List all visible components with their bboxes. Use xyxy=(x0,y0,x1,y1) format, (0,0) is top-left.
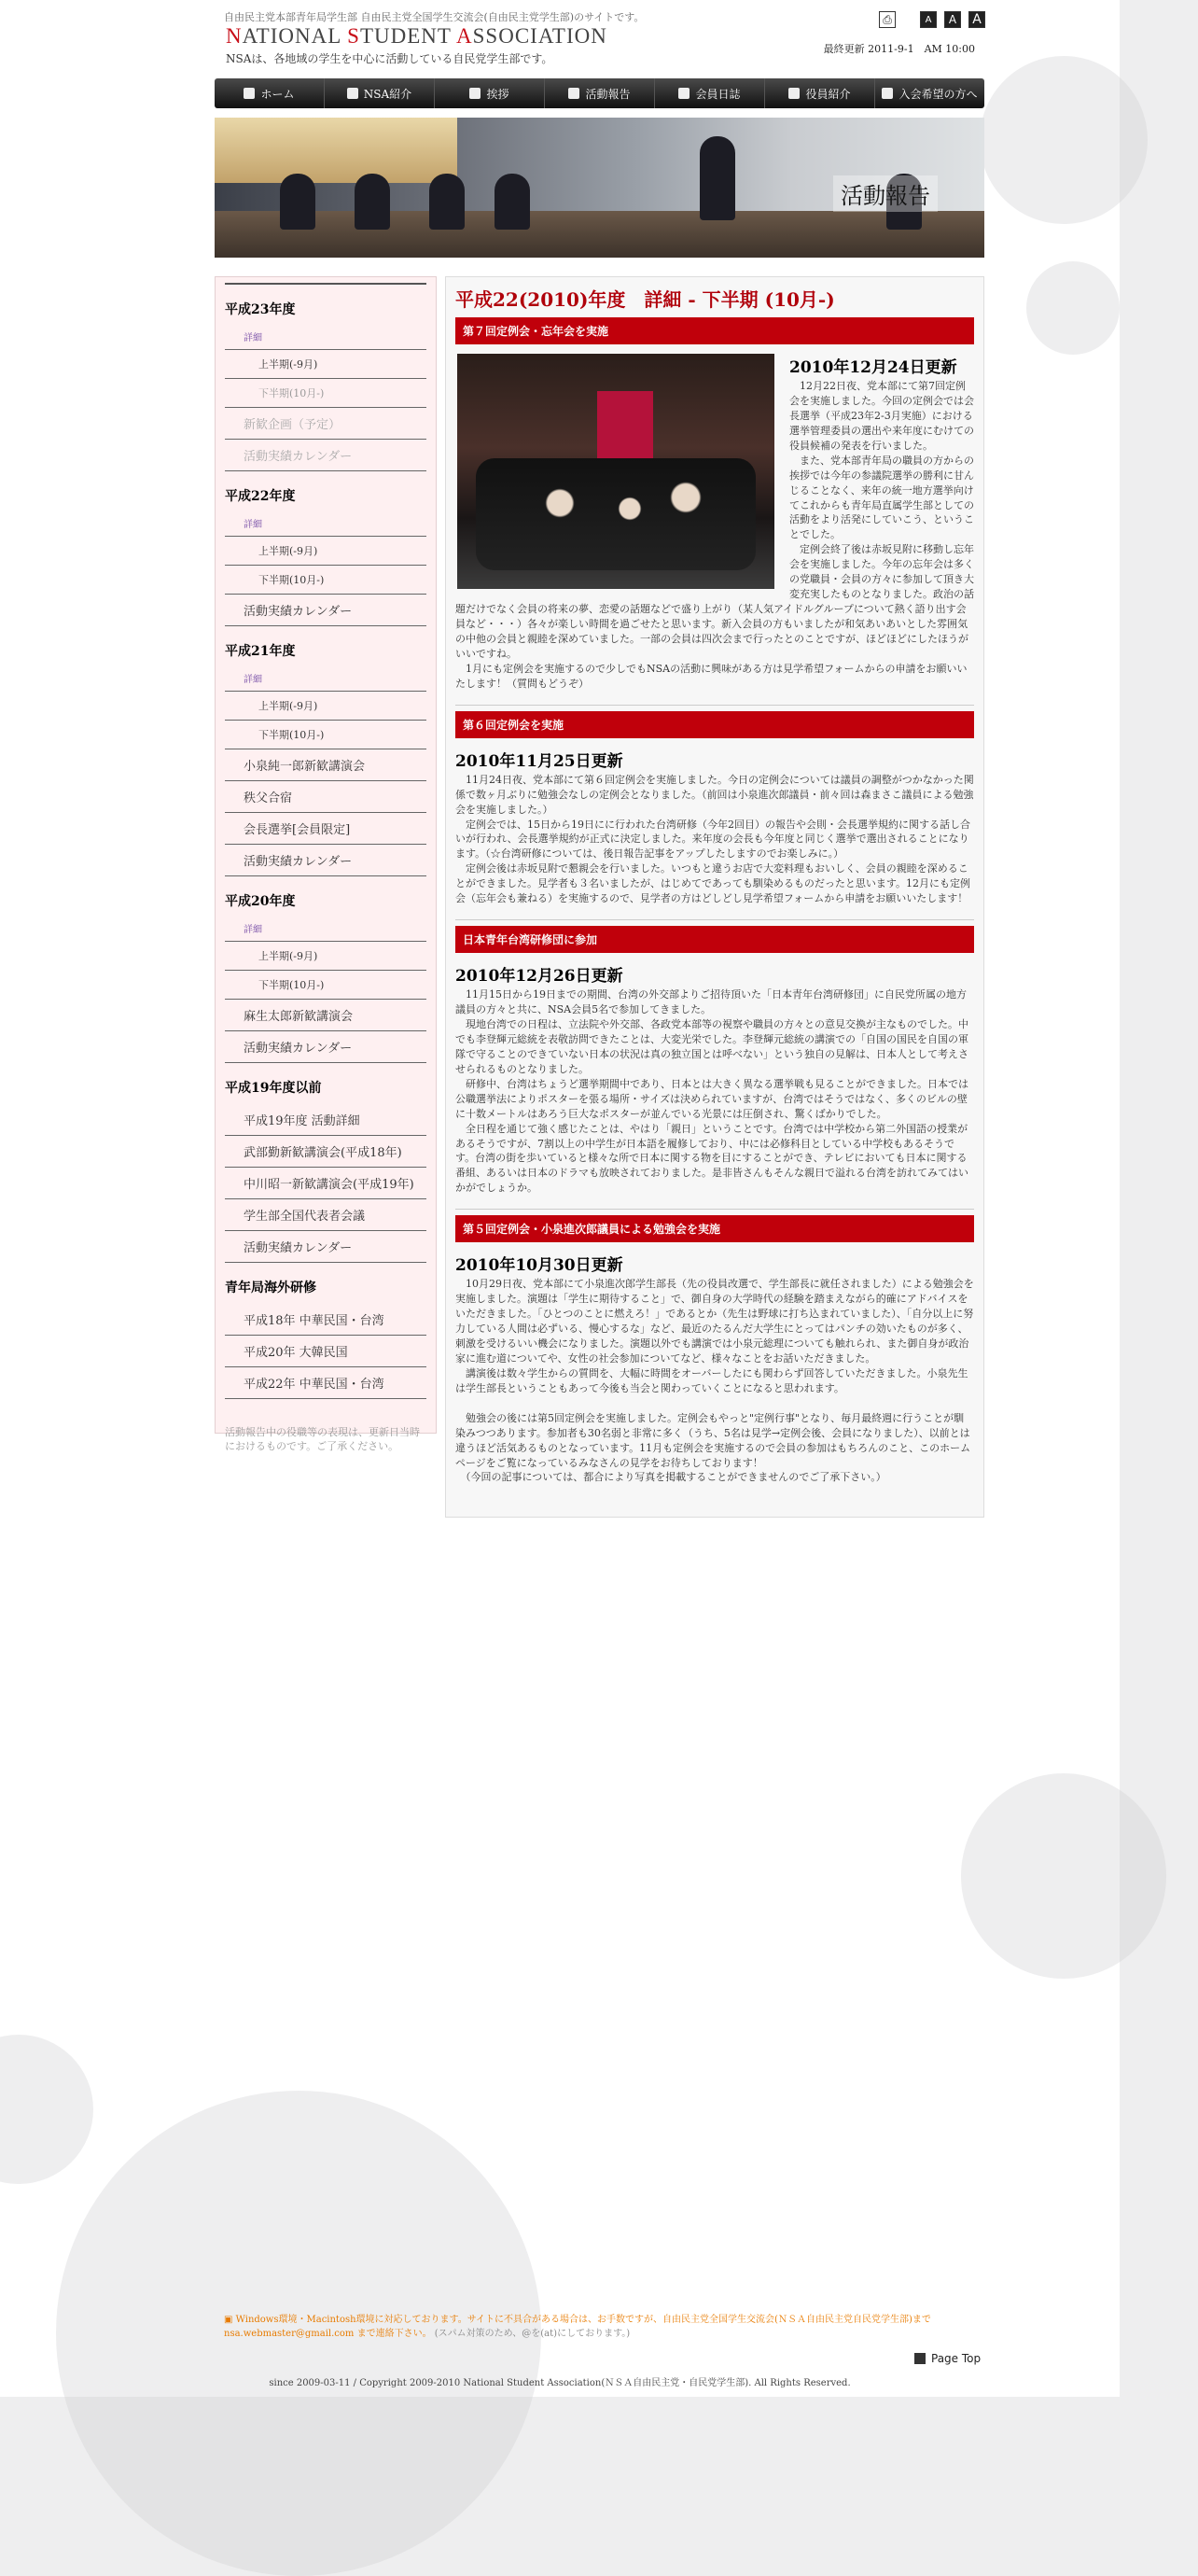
decor-circle xyxy=(1026,261,1120,355)
sidebar-link[interactable]: 上半期(-9月) xyxy=(225,942,426,971)
article-heading-bar: 第６回定例会を実施 xyxy=(455,711,974,738)
article-paragraph xyxy=(455,1396,974,1411)
page-banner xyxy=(215,118,984,258)
logo-subtitle: NSAは、各地域の学生を中心に活動している自民党学生部です。 xyxy=(226,52,553,65)
sidebar-link[interactable]: 活動実績カレンダー xyxy=(225,1031,426,1063)
nav-reports[interactable]: 活動報告 xyxy=(545,78,655,108)
photo-sign xyxy=(597,391,653,466)
article-paragraph: （今回の記事については、都合により写真を掲載することができませんのでご了承下さい。） xyxy=(455,1471,886,1484)
sidebar-link[interactable]: 下半期(10月-) xyxy=(225,379,426,408)
greeting-icon xyxy=(469,88,481,99)
arrow-up-icon xyxy=(914,2353,926,2364)
main-content xyxy=(445,276,984,1518)
site-tagline: 自由民主党本部青年局学生部 自由民主党全国学生交流会(自由民主党学生部)のサイトです。 xyxy=(224,11,645,23)
sidebar-link[interactable]: 新歓企画（予定） xyxy=(225,408,426,440)
sidebar-section-title: 平成23年度 xyxy=(225,302,296,317)
nav-join[interactable]: 入会希望の方へ xyxy=(875,78,984,108)
sidebar-link: 詳細 xyxy=(225,512,426,537)
article-paragraph: 全日程を通じて強く感じたことは、やはり「親日」ということです。台湾では中学校から第二外国語の授業があるそうですが、7割以上の中学生が日本語を履修しており、中には必修科目としている中学校もあるそうです。台湾の街を歩いていると様々な所で日本に関する物を目にすることができ、テレビにおいても日本に関する番組、あるいは日本のドラマも放映されておりました。是非皆さんもそんな親日で溢れる台湾を訪れてみてはいかがでしょうか。 xyxy=(455,1122,968,1195)
sidebar-link[interactable]: 会長選挙[会員限定] xyxy=(225,813,426,845)
sidebar-link[interactable]: 活動実績カレンダー xyxy=(225,845,426,876)
article-paragraph: 定例会終了後は赤坂見附に移動し忘年会を実施しました。今年の忘年会は多くの党職員・会員の方々に参加して頂き大変充実したものとなりました。政治の話題だけでなく会員の将来の夢、恋愛の話題などで盛り上がり（某人気アイドルグループについて熱く語り出す会員など・・・）各々が楽しい時間を過ごせたと思います。新入会員の方もいましたが和気あいあいとした雰囲気の中他の会員と親睦を深めていました。一部の会員は四次会まで行ったとのことですが、ほどほどにしたほうがいいですね。 xyxy=(455,543,974,660)
banner-speaker xyxy=(700,136,735,220)
contact-email[interactable]: nsa.webmaster@gmail.com まで連絡下さい。 xyxy=(224,2329,432,2339)
windows-icon: ▣ xyxy=(224,2315,233,2325)
sidebar-link[interactable]: 平成19年度 活動詳細 xyxy=(225,1104,426,1136)
article-paragraph: 12月22日夜、党本部にて第7回定例会を実施しました。今回の定例会では会長選挙（平成23年2-3月実施）における選挙管理委員の選出や来年度にむけての役員候補の発表を行いました。 xyxy=(789,380,974,452)
article-date: 2010年10月30日更新 xyxy=(455,1256,623,1276)
article-paragraph: 勉強会の後には第5回定例会を実施しました。定例会もやっと"定例行事"となり、毎月最終週に行うことが馴染みつつあります。参加者も30名弱と非常に多く（うち、5名は見学→定例会後、会員になりました）、以前とは違うほど活気あるものとなっています。11月も定例会を実施するので会員の参加はもちろんのこと、このホームページをご覧になっているみなさんの見学をお待ちしております！ xyxy=(455,1411,971,1469)
site-logo[interactable]: NATIONAL STUDENT ASSOCIATION xyxy=(226,24,607,48)
article-heading-bar: 第７回定例会・忘年会を実施 xyxy=(455,317,974,344)
decor-circle xyxy=(980,56,1148,224)
last-updated: 最終更新 2011-9-1 AM 10:00 xyxy=(823,43,975,55)
sidebar-link[interactable]: 平成20年 大韓民国 xyxy=(225,1336,426,1367)
article-heading-bar: 第５回定例会・小泉進次郎議員による勉強会を実施 xyxy=(455,1215,974,1242)
nav-about[interactable]: NSA紹介 xyxy=(325,78,435,108)
article-date: 2010年11月25日更新 xyxy=(455,751,623,771)
footer-notice: ▣ Windows環境・Macintosh環境に対応しております。サイトに不具合がある場合は、お手数ですが、自由民主党全国学生交流会(ＮＳＡ自由民主党自民党学生部)まで nsa.webmaster@gmail.com まで連絡下さい。 (スパム対策のため、@を(at)にしております。) xyxy=(224,2315,931,2339)
banner-person xyxy=(280,174,315,230)
sidebar-link[interactable]: 武部勤新歓講演会(平成18年) xyxy=(225,1136,426,1168)
sidebar-link: 詳細 xyxy=(225,326,426,350)
banner-posters xyxy=(215,118,457,183)
page-title: 平成22(2010)年度 詳細 - 下半期 (10月-) xyxy=(455,288,835,311)
article-paragraph: 講演後は数々学生からの質問を、大幅に時間をオーバーしたにも関わらず回答していただきました。小泉先生は学生部長ということもあって今後も当会と関わっていくことになると思われます。 xyxy=(455,1366,968,1394)
page-top-link[interactable]: Page Top xyxy=(914,2352,981,2365)
banner-person xyxy=(495,174,530,230)
diary-icon xyxy=(678,88,690,99)
copyright: since 2009-03-11 / Copyright 2009-2010 National Student Association(ＮＳＡ自由民主党・自民党学生部). All Rights Reserved. xyxy=(269,2378,851,2388)
info-icon xyxy=(347,88,358,99)
article-divider xyxy=(455,705,974,706)
nav-home[interactable]: ホーム xyxy=(215,78,325,108)
sidebar-rule xyxy=(225,283,426,285)
header-tools xyxy=(879,11,985,28)
font-small-button[interactable]: A xyxy=(920,11,937,28)
home-icon xyxy=(244,88,255,99)
sidebar-link: 詳細 xyxy=(225,667,426,692)
officer-icon xyxy=(788,88,800,99)
sidebar-link[interactable]: 中川昭一新歓講演会(平成19年) xyxy=(225,1168,426,1199)
article-heading-bar: 日本青年台湾研修団に参加 xyxy=(455,926,974,953)
sidebar-section-title: 平成22年度 xyxy=(225,489,296,504)
banner-desk xyxy=(215,211,984,258)
print-icon[interactable]: ⎙ xyxy=(879,11,896,28)
sidebar-link[interactable]: 下半期(10月-) xyxy=(225,721,426,749)
article-paragraph: 10月29日夜、党本部にて小泉進次郎学生部長（先の役員改選で、学生部長に就任されました）による勉強会を実施しました。演題は「学生に期待すること」で、御自身の大学時代の経験を踏まえながら的確にアドバイスをいただきました。「ひとつのことに燃えろ！」であるとか（先生は野球に打ち込まれていました）、「自分以上に努力している人間は必ずいる、慢心するな」など、最近のたるんだ大学生にとってはパンチの効いたものが多く、刺激を受けるいい機会になりました。演題以外でも講演では小泉元総理についても触れられ、また御自身が政治家に進む道についてや、女性の社会参加についてなど、様々なことをお話いただきました。 xyxy=(455,1278,974,1365)
article-paragraph: 11月24日夜、党本部にて第６回定例会を実施しました。今日の定例会については議員の調整がつかなかった関係で数ヶ月ぶりに勉強会なしの定例会となりました。（前回は小泉進次郎議員・前々回は森まさこ議員による勉強会を実施しました。） xyxy=(455,773,974,816)
article-paragraph: 現地台湾での日程は、立法院や外交部、各政党本部等の視察や職員の方々との意見交換が主なものでした。中でも李登輝元総統を表敬訪問できたことは、大変光栄でした。李登輝元総統の講演での「自国の国民を自国の軍隊で守ることのできていない日本の状況は真の独立国とは呼べない」という独自の見解は、日本人として考えさせられるものとなりました。 xyxy=(455,1018,968,1075)
font-medium-button[interactable]: A xyxy=(944,11,961,28)
article-divider xyxy=(455,1209,974,1210)
sidebar-link[interactable]: 麻生太郎新歓講演会 xyxy=(225,1000,426,1031)
sidebar-link[interactable]: 上半期(-9月) xyxy=(225,537,426,566)
sidebar-link[interactable]: 小泉純一郎新歓講演会 xyxy=(225,749,426,781)
nav-greeting[interactable]: 挨拶 xyxy=(435,78,545,108)
sidebar-link[interactable]: 下半期(10月-) xyxy=(225,566,426,595)
main-nav xyxy=(215,78,984,108)
article-paragraph: 1月にも定例会を実施するので少しでもNSAの活動に興味がある方は見学希望フォームからの申請をお願いいたします！（質問もどうぞ） xyxy=(455,662,968,690)
article-paragraph: 11月15日から19日までの期間、台湾の外交部よりご招待頂いた「日本青年台湾研修団」に自民党所属の地方議員の方々と共に、NSA会員5名で参加してきました。 xyxy=(455,988,967,1016)
article-paragraph: 定例会後は赤坂見附で懇親会を行いました。いつもと違うお店で大変料理もおいしく、会員の親睦を深めることができました。見学者も３名いましたが、はじめてであっても馴染めるものだったと思います。12月にも定例会（忘年会も兼ねる）を実施するので、見学者の方はどしどし見学希望フォームから申請をお願いいたします！ xyxy=(455,862,971,905)
sidebar-link[interactable]: 平成18年 中華民国・台湾 xyxy=(225,1304,426,1336)
sidebar-section-title: 平成19年度以前 xyxy=(225,1081,322,1096)
photo-group xyxy=(476,458,756,570)
article-paragraph: 研修中、台湾はちょうど選挙期間中であり、日本とは大きく異なる選挙戦も見ることができました。日本では公職選挙法によりポスターを張る場所・サイズは決められていますが、台湾ではそうではなく、多くのビルの壁に十数メートルはあろう巨大なポスターが並んでいる光景には圧倒され、驚くばかりでした。 xyxy=(455,1077,968,1120)
article-photo xyxy=(457,354,774,589)
decor-circle xyxy=(961,1773,1166,1979)
article-paragraph: 定例会では、15日から19日にに行われた台湾研修（今年2回目）の報告や会則・会長選挙規約に関する話し合いが行われ、会長選挙規約が正式に決定しました。来年度の会長も今年度と同じく選挙で選出されることになります。（☆台湾研修については、後日報告記事をアップしたしますのでお楽しみに。） xyxy=(455,818,970,861)
sidebar xyxy=(215,276,437,1453)
article-date: 2010年12月24日更新 xyxy=(789,358,957,377)
nav-diary[interactable]: 会員日誌 xyxy=(655,78,765,108)
sidebar-link[interactable]: 活動実績カレンダー xyxy=(225,1231,426,1263)
banner-title: 活動報告 xyxy=(833,175,938,212)
sidebar-section-title: 平成20年度 xyxy=(225,894,296,909)
banner-person xyxy=(355,174,390,230)
report-icon xyxy=(568,88,579,99)
sidebar-link[interactable]: 上半期(-9月) xyxy=(225,692,426,721)
sidebar-section-title: 青年局海外研修 xyxy=(225,1281,316,1295)
banner-person xyxy=(429,174,465,230)
sidebar-link[interactable]: 学生部全国代表者会議 xyxy=(225,1199,426,1231)
article-divider xyxy=(455,919,974,920)
sidebar-section-title: 平成21年度 xyxy=(225,644,296,659)
sidebar-link: 詳細 xyxy=(225,917,426,942)
article-paragraph: また、党本部青年局の職員の方からの挨拶では今年の参議院選挙の勝利に甘んじることなく、来年の統一地方選挙向けてこれからも青年局直属学生部としての活動をより活発にしていこう、ということでした。 xyxy=(789,454,974,541)
nav-officers[interactable]: 役員紹介 xyxy=(765,78,875,108)
sidebar-link[interactable]: 上半期(-9月) xyxy=(225,350,426,379)
sidebar-note: 活動報告中の役職等の表現は、更新日当時におけるものです。ご了承ください。 xyxy=(225,1426,420,1453)
sidebar-link[interactable]: 活動実績カレンダー xyxy=(225,440,426,471)
article-date: 2010年12月26日更新 xyxy=(455,967,623,987)
font-large-button[interactable]: A xyxy=(968,11,985,28)
sidebar-link[interactable]: 平成22年 中華民国・台湾 xyxy=(225,1367,426,1399)
join-icon xyxy=(882,88,893,99)
sidebar-link[interactable]: 下半期(10月-) xyxy=(225,971,426,1000)
sidebar-link[interactable]: 活動実績カレンダー xyxy=(225,595,426,626)
sidebar-link[interactable]: 秩父合宿 xyxy=(225,781,426,813)
